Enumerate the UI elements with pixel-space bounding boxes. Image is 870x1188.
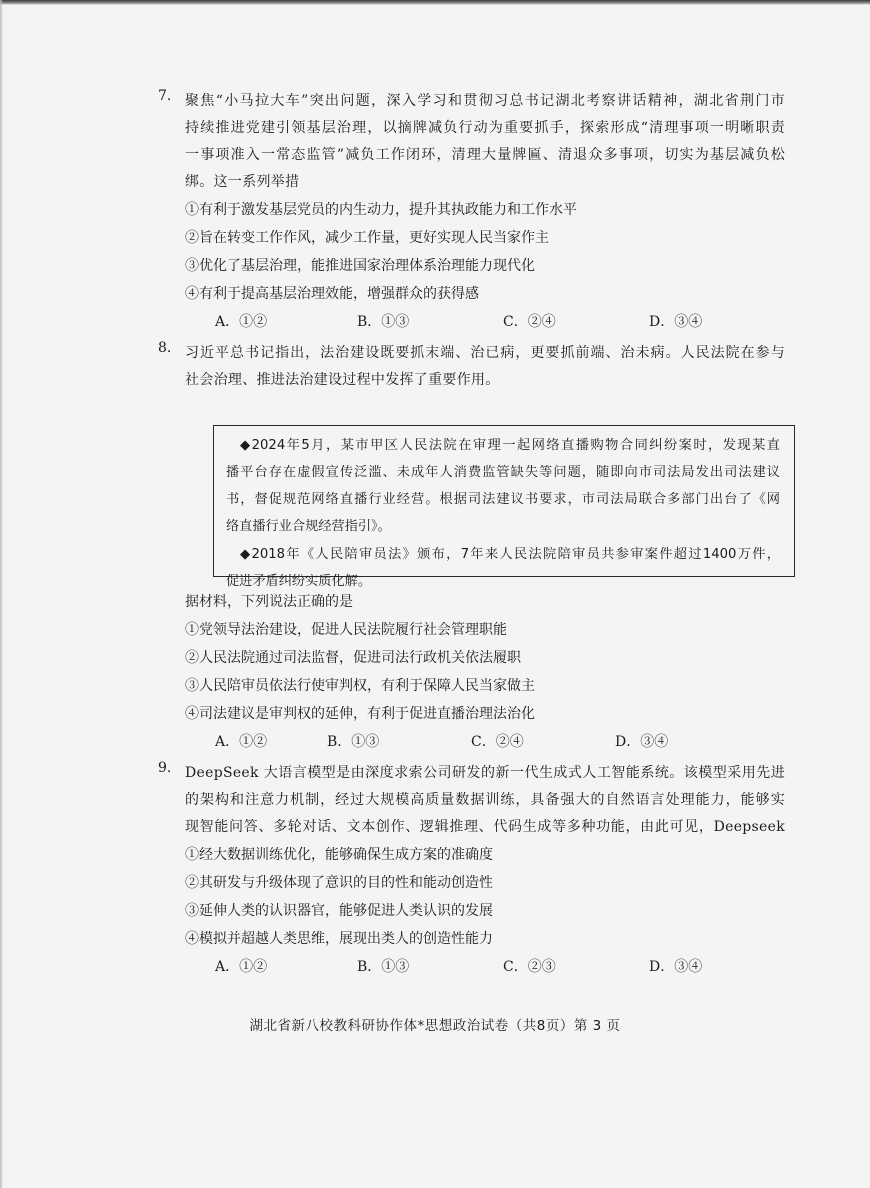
choice-c: C．②④ xyxy=(503,314,556,330)
question-number: 8. xyxy=(158,340,172,356)
question-stem-line: 聚焦“小马拉大车”突出问题，深入学习和贯彻习总书记湖北考察讲话精神，湖北省荆门市 xyxy=(185,93,785,109)
material-line: 促进矛盾纠纷实质化解。 xyxy=(226,574,372,589)
statement-1: ①党领导法治建设，促进人民法院履行社会管理职能 xyxy=(185,622,507,638)
choice-a: A．①② xyxy=(215,734,268,750)
statement-3: ③延伸人类的认识器官，能够促进人类认识的发展 xyxy=(185,903,493,919)
question-7 xyxy=(158,88,785,336)
question-8-body xyxy=(185,588,785,756)
material-line: ◆2024年5月，某市甲区人民法院在审理一起网络直播购物合同纠纷案时，发现某直 xyxy=(240,438,780,453)
statement-4: ④有利于提高基层治理效能，增强群众的获得感 xyxy=(185,286,479,302)
question-9 xyxy=(158,760,785,981)
material-line: 络直播行业合规经营指引》。 xyxy=(226,519,391,534)
question-number: 7. xyxy=(158,88,172,104)
choice-c: C．②④ xyxy=(471,734,524,750)
material-box xyxy=(213,425,795,589)
choice-b: B．①③ xyxy=(327,734,380,750)
choice-b: B．①③ xyxy=(357,314,410,330)
statement-3: ③优化了基层治理，能推进国家治理体系治理能力现代化 xyxy=(185,258,535,274)
page-footer: 湖北省新八校教科研协作体*思想政治试卷（共8页）第 3 页 xyxy=(249,1018,621,1034)
choice-d: D．③④ xyxy=(649,314,703,330)
statement-3: ③人民陪审员依法行使审判权，有利于保障人民当家做主 xyxy=(185,678,535,694)
question-stem-line: 习近平总书记指出，法治建设既要抓末端、治已病，更要抓前端、治未病。人民法院在参与 xyxy=(185,345,785,361)
question-stem-line: 持续推进党建引领基层治理，以摘牌减负行动为重要抓手，探索形成“清理事项一明晰职责 xyxy=(185,120,785,136)
question-stem-line: 现智能问答、多轮对话、文本创作、逻辑推理、代码生成等多种功能，由此可见，Deepseek xyxy=(185,819,785,835)
material-line: ◆2018年《人民陪审员法》颁布，7年来人民法院陪审员共参审案件超过1400万件， xyxy=(240,547,780,562)
question-prompt: 据材料，下列说法正确的是 xyxy=(185,594,353,610)
choice-d: D．③④ xyxy=(615,734,669,750)
question-stem-line: 社会治理、推进法治建设过程中发挥了重要作用。 xyxy=(185,372,500,388)
statement-1: ①有利于激发基层党员的内生动力，提升其执政能力和工作水平 xyxy=(185,202,577,218)
question-stem-line: 一事项准入一常态监管”减负工作闭环，清理大量牌匾、清退众多事项，切实为基层减负松 xyxy=(185,147,785,163)
choice-c: C．②③ xyxy=(503,959,556,975)
answer-choices xyxy=(185,728,785,756)
question-8 xyxy=(158,340,785,394)
statement-4: ④模拟并超越人类思维，展现出类人的创造性能力 xyxy=(185,931,493,947)
statement-4: ④司法建议是审判权的延伸，有利于促进直播治理法治化 xyxy=(185,706,535,722)
statement-2: ②旨在转变工作作风，减少工作量，更好实现人民当家作主 xyxy=(185,230,549,246)
question-number: 9. xyxy=(158,760,172,776)
choice-a: A．①② xyxy=(215,314,268,330)
material-line: 书，督促规范网络直播行业经营。根据司法建议书要求，市司法局联合多部门出台了《网 xyxy=(226,492,780,507)
answer-choices xyxy=(185,308,785,336)
statement-2: ②人民法院通过司法监督，促进司法行政机关依法履职 xyxy=(185,650,521,666)
answer-choices xyxy=(185,953,785,981)
choice-b: B．①③ xyxy=(357,959,410,975)
statement-1: ①经大数据训练优化，能够确保生成方案的准确度 xyxy=(185,847,493,863)
question-stem-line: DeepSeek 大语言模型是由深度求索公司研发的新一代生成式人工智能系统。该模型采用先进 xyxy=(185,765,785,781)
material-line: 播平台存在虚假宣传泛滥、未成年人消费监管缺失等问题，随即向市司法局发出司法建议 xyxy=(226,465,780,480)
question-stem-line: 绑。这一系列举措 xyxy=(185,174,300,190)
statement-2: ②其研发与升级体现了意识的目的性和能动创造性 xyxy=(185,875,493,891)
choice-a: A．①② xyxy=(215,959,268,975)
question-stem-line: 的架构和注意力机制，经过大规模高质量数据训练，具备强大的自然语言处理能力，能够实 xyxy=(185,792,785,808)
choice-d: D．③④ xyxy=(649,959,703,975)
